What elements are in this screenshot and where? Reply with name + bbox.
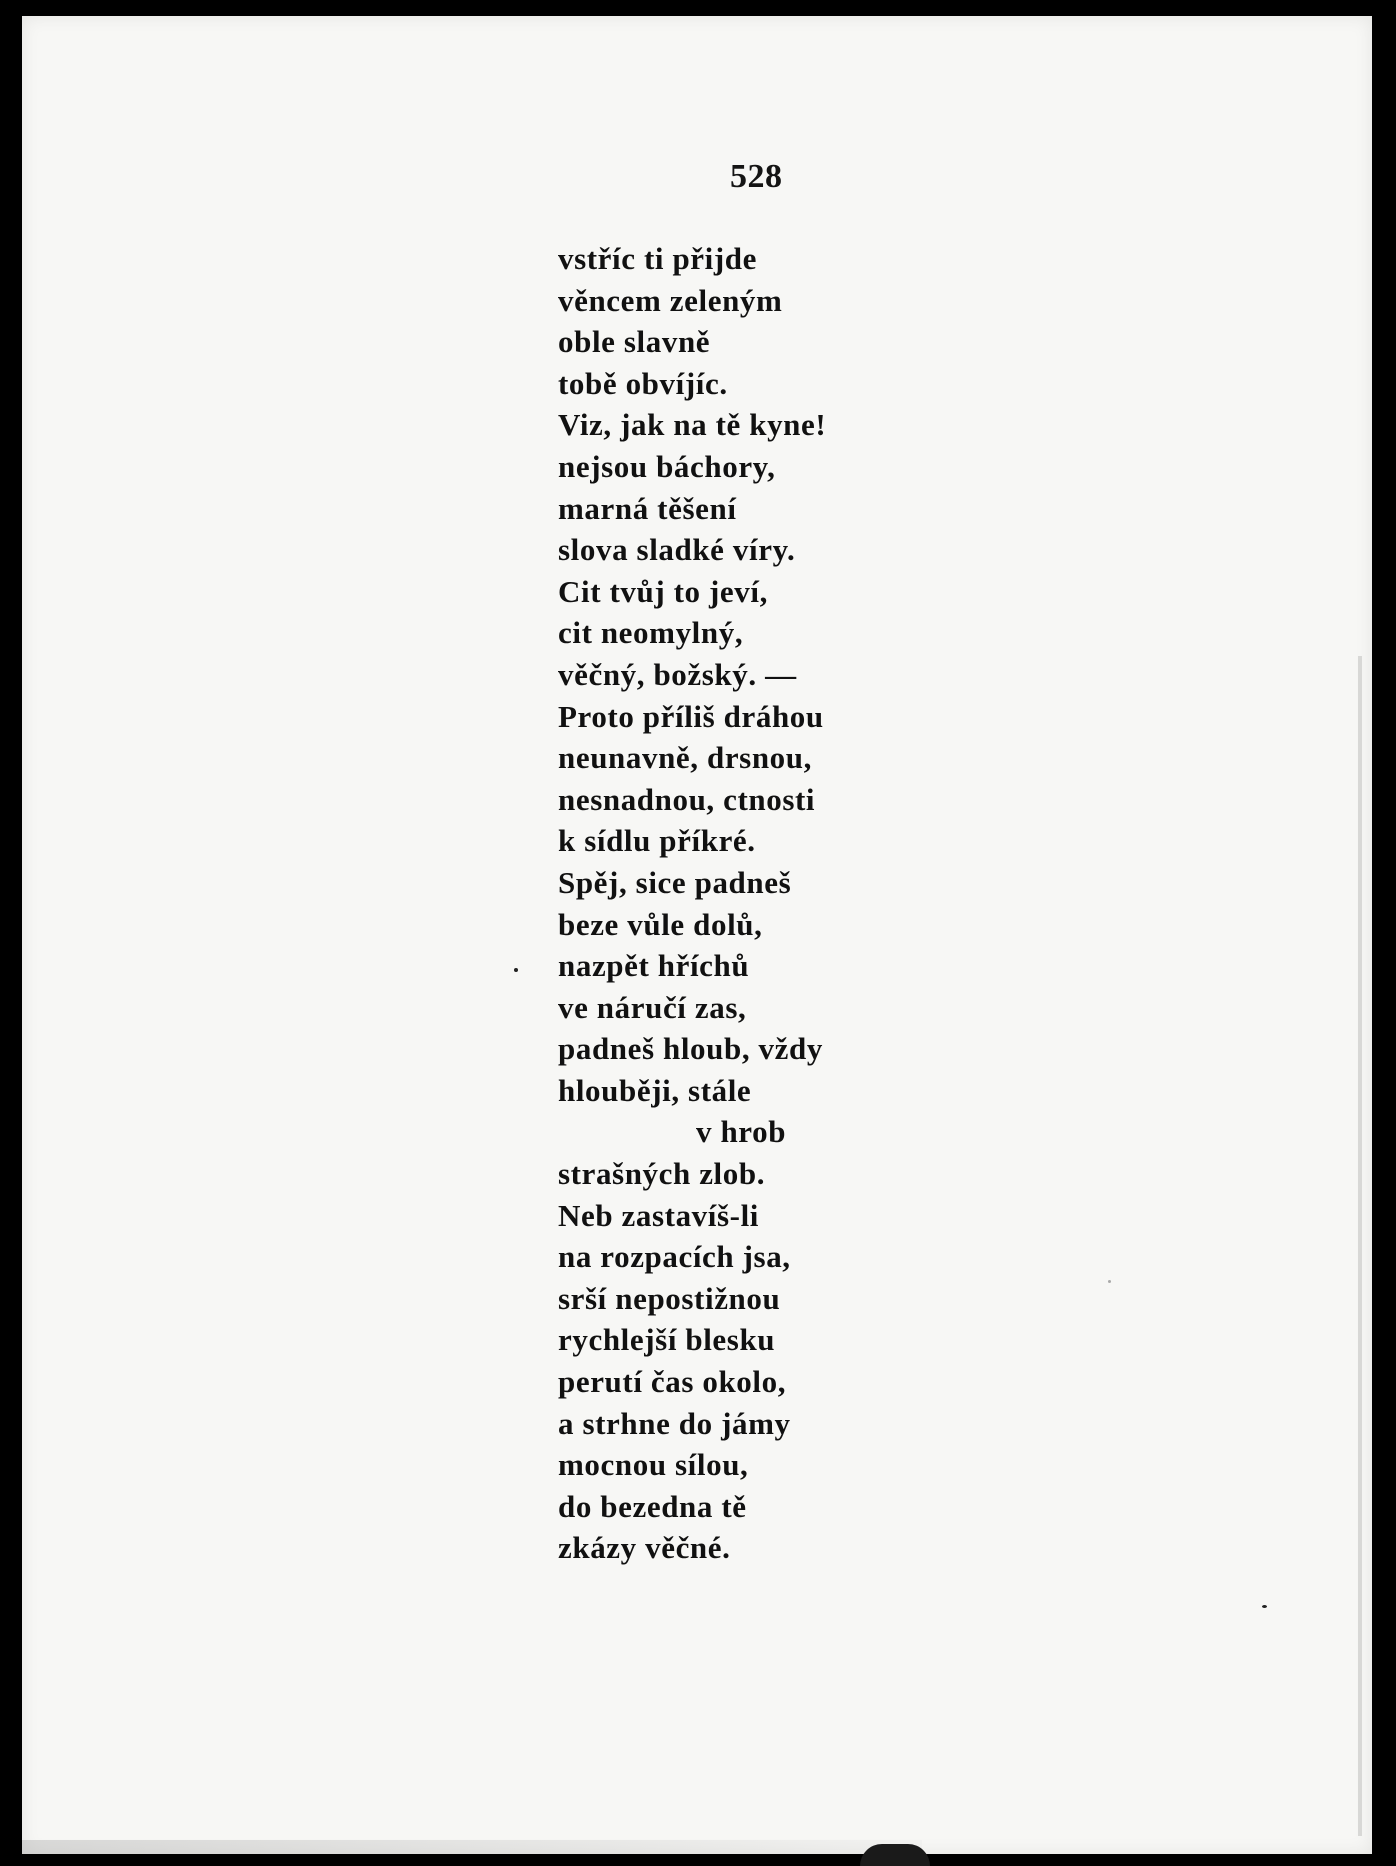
ink-speck — [1108, 1280, 1111, 1283]
poem-line: slova sladké víry. — [558, 532, 796, 568]
poem-line: nesnadnou, ctnosti — [558, 781, 816, 817]
poem-line: vstříc ti přijde — [558, 241, 757, 276]
poem-line: oble slavně — [558, 324, 711, 360]
poem-line: beze vůle dolů, — [558, 906, 763, 942]
poem-line: Neb zastavíš-li — [558, 1197, 760, 1233]
scan-grain — [22, 1840, 922, 1854]
poem-line: perutí čas okolo, — [558, 1364, 787, 1400]
poem-line: k sídlu příkré. — [558, 823, 756, 859]
ink-speck — [514, 968, 518, 972]
page-number: 528 — [730, 158, 783, 195]
poem-line: a strhne do jámy — [558, 1405, 791, 1441]
poem-line: hlouběji, stále — [558, 1072, 752, 1108]
poem-line: padneš hloub, vždy — [558, 1031, 823, 1067]
poem-line: srší nepostižnou — [558, 1280, 781, 1316]
poem-text — [558, 238, 826, 1569]
poem-line: věčný, božský. — — [558, 656, 797, 692]
poem-line: na rozpacích jsa, — [558, 1239, 791, 1275]
poem-line: tobě obvíjíc. — [558, 365, 728, 401]
page-edge — [1358, 656, 1362, 1836]
poem-line: nazpět hříchů — [558, 948, 750, 984]
poem-line-indented: v hrob — [696, 1114, 787, 1150]
poem-line: Viz, jak na tě kyne! — [558, 407, 827, 443]
poem-line: Spěj, sice padneš — [558, 864, 792, 900]
scan-smudge — [860, 1844, 930, 1866]
ink-speck — [1262, 1605, 1267, 1608]
poem-line: zkázy věčné. — [558, 1530, 731, 1566]
poem-line: do bezedna tě — [558, 1488, 747, 1524]
poem-line: Cit tvůj to jeví, — [558, 573, 768, 609]
poem-line: marná těšení — [558, 490, 737, 526]
poem-line: mocnou sílou, — [558, 1447, 749, 1483]
poem-line: cit neomylný, — [558, 615, 744, 651]
poem-line: strašných zlob. — [558, 1156, 766, 1192]
poem-line: Proto příliš dráhou — [558, 698, 824, 734]
poem-line: neunavně, drsnou, — [558, 740, 812, 776]
poem-line: nejsou báchory, — [558, 448, 776, 484]
poem-line: věncem zeleným — [558, 282, 783, 318]
poem-line: ve náručí zas, — [558, 989, 747, 1025]
poem-line: rychlejší blesku — [558, 1322, 776, 1358]
